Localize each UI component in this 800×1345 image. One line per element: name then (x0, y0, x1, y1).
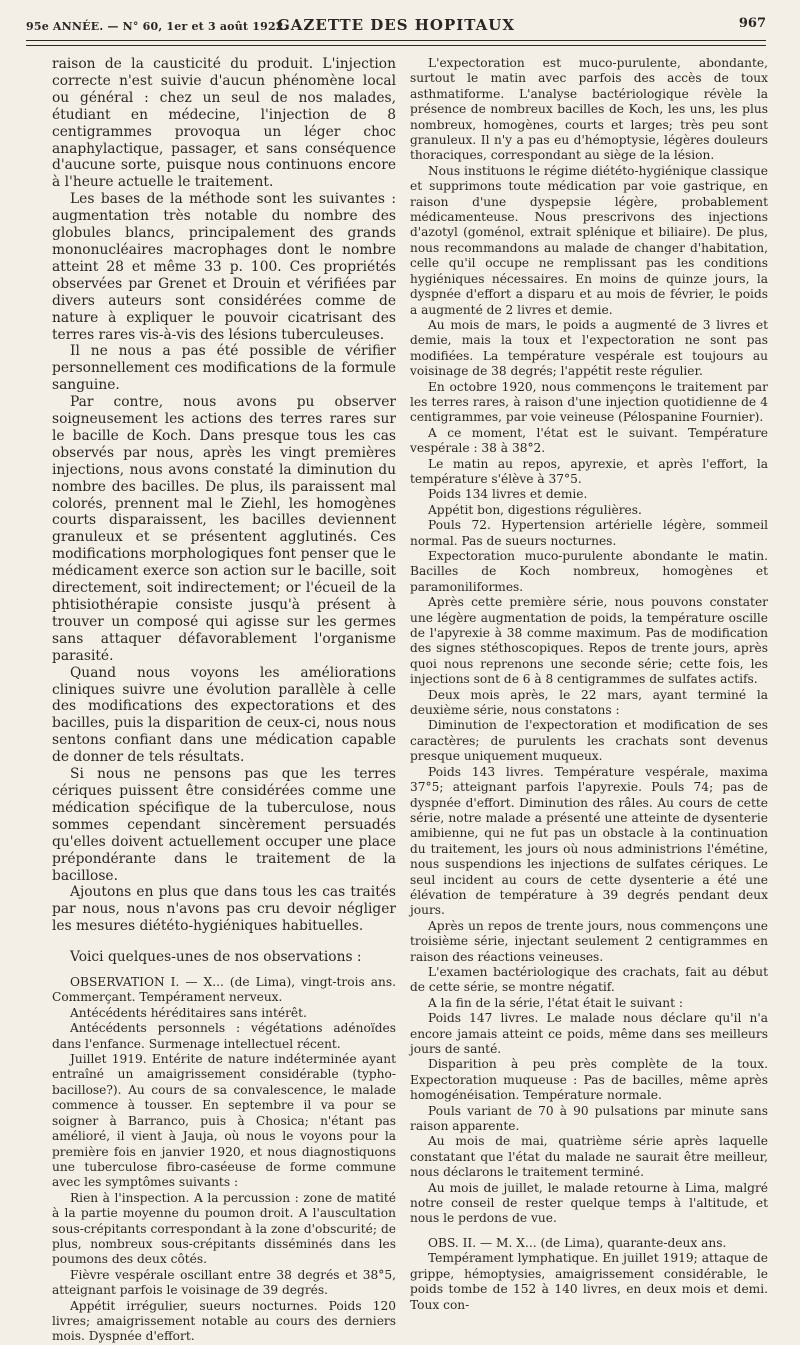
paragraph: Par contre, nous avons pu observer soigneusement les actions des terres rares sur le bacille de Koch. Dans presque tous les cas observés par nous, après les vingt premières injections, nous avons constaté la diminution du nombre des bacilles. De plus, ils paraissent mal colorés, prennent mal le Ziehl, les homogènes courts disparaissent, les bacilles deviennent granuleux et se présentent agglutinés. Ces modifications morphologiques font penser que le médicament exerce son action sur le bacille, soit directement, soit indirectement; or l'écueil de la phtisiothérapie consiste jusqu'à présent à trouver un composé qui agisse sur les germes sans attaquer défavorablement l'organisme parasité. (52, 394, 396, 664)
paragraph: En octobre 1920, nous commençons le traitement par les terres rares, à raison d'une injection quotidienne de 4 centigrammes, par voie veineuse (Pélospanine Fournier). (410, 379, 768, 425)
paragraph: Expectoration muco-purulente abondante le matin. Bacilles de Koch nombreux, homogènes et paramoniliformes. (410, 549, 768, 594)
paragraph: Quand nous voyons les améliorations cliniques suivre une évolution parallèle à celle des modifications des expectorations et des bacilles, puis la disparition de ceux-ci, nous nous sentons confiant dans une médication capable de donner de tels résultats. (52, 664, 396, 766)
paragraph: Diminution de l'expectoration et modification de ses caractères; de purulents les crachats sont devenus presque uniquement muqueux. (410, 718, 768, 764)
paragraph: Disparition à peu près complète de la toux. Expectoration muqueuse : Pas de bacilles, même après homogénéisation. Température normale. (410, 1057, 768, 1103)
paragraph: A la fin de la série, l'état était le suivant : (428, 995, 683, 1010)
paragraph: Antécédents héréditaires sans intérêt. (70, 1005, 307, 1020)
paragraph: Au mois de mai, quatrième série après laquelle constatant que l'état du malade ne saurait être meilleur, nous déclarons le traitement terminé. (410, 1134, 768, 1180)
header-rule (26, 40, 766, 46)
paragraph: Nous instituons le régime diététo-hygiénique classique et supprimons toute médication par voie gastrique, en raison d'une dyspepsie légère, probablement médicamenteuse. Nous prescrivons des injections d'azotyl (goménol, extrait splénique et biliaire). De plus, nous recommandons au malade de changer d'habitation, celle qu'il occupe ne remplissant pas les conditions hygiéniques nécessaires. En moins de quinze jours, la dyspnée d'effort a disparu et au mois de février, le poids a augmenté de 2 livres et demie. (410, 163, 768, 317)
paragraph: A ce moment, l'état est le suivant. Température vespérale : 38 à 38°2. (410, 425, 768, 456)
paragraph: Appétit bon, digestions régulières. (428, 502, 642, 517)
paragraph: Appétit irrégulier, sueurs nocturnes. Poids 120 livres; amaigrissement notable au cours des derniers mois. Dyspnée d'effort. (52, 1298, 396, 1344)
right-column (410, 56, 768, 1312)
journal-title: GAZETTE DES HOPITAUX (276, 16, 515, 34)
page-number: 967 (738, 16, 766, 31)
left-column (52, 56, 396, 1344)
paragraph: Poids 143 livres. Température vespérale, maxima 37°5; atteignant parfois l'apyrexie. Pouls 74; pas de dyspnée d'effort. Diminution des râles. Au cours de cette série, notre malade a présenté une atteinte de dysenterie amibienne, qui ne fut pas un obstacle à la continuation du traitement, les jours où nous administrions l'émétine, nous suspendions les injections de sulfates cériques. Le seul incident au cours de cette dysenterie a été une élévation de température à 39 degrés pendant deux jours. (410, 764, 768, 918)
paragraph: Pouls 72. Hypertension artérielle légère, sommeil normal. Pas de sueurs nocturnes. (410, 518, 768, 548)
paragraph: Tempérament lymphatique. En juillet 1919; attaque de grippe, hémoptysies, amaigrissement considérable, le poids tombe de 152 à 140 livres, en deux mois et demi. Toux con- (410, 1251, 768, 1312)
paragraph: Poids 147 livres. Le malade nous déclare qu'il n'a encore jamais atteint ce poids, même dans ses meilleurs jours de santé. (410, 1011, 768, 1056)
paragraph: Rien à l'inspection. A la percussion : zone de matité à la partie moyenne du poumon droit. A l'auscultation sous-crépitants correspondant à la zone d'obscurité; de plus, nombreux sous-crépitants disséminés dans les poumons des deux côtés. (52, 1190, 396, 1267)
section-intro: Voici quelques-unes de nos observations : (70, 949, 362, 966)
paragraph: Après un repos de trente jours, nous commençons une troisième série, injectant seulement 2 centigrammes en raison des réactions veineuses. (410, 918, 768, 964)
paragraph: Au mois de juillet, le malade retourne à Lima, malgré notre conseil de rester quelque temps à l'altitude, et nous le perdons de vue. (410, 1180, 768, 1226)
issue-info: 95e ANNÉE. — N° 60, 1er et 3 août 1922. (26, 20, 288, 33)
paragraph: Deux mois après, le 22 mars, ayant terminé la deuxième série, nous constatons : (410, 687, 768, 718)
observation-heading: OBS. II. — M. X... (de Lima), quarante-deux ans. (428, 1235, 727, 1250)
paragraph: Après cette première série, nous pouvons constater une légère augmentation de poids, la température oscille de l'apyrexie à 38 comme maximum. Pas de modification des signes stéthoscopiques. Repos de trente jours, après quoi nous reprenons une seconde série; cette fois, les injections sont de 6 à 8 centigrammes de sulfates actifs. (410, 595, 768, 687)
paragraph: Il ne nous a pas été possible de vérifier personnellement ces modifications de la formule sanguine. (52, 343, 396, 394)
paragraph: Ajoutons en plus que dans tous les cas traités par nous, nous n'avons pas cru devoir négliger les mesures diététo-hygiéniques habituelles. (52, 884, 396, 935)
paragraph: Au mois de mars, le poids a augmenté de 3 livres et demie, mais la toux et l'expectoration ne sont pas modifiées. La température vespérale est toujours au voisinage de 38 degrés; l'appétit reste régulier. (410, 317, 768, 379)
observation-heading: OBSERVATION I. — X... (de Lima), vingt-trois ans. Commerçant. Tempérament nerveux. (52, 975, 396, 1005)
paragraph: Antécédents personnels : végétations adénoïdes dans l'enfance. Surmenage intellectuel récent. (52, 1021, 396, 1051)
page-header (26, 14, 766, 40)
paragraph: raison de la causticité du produit. L'injection correcte n'est suivie d'aucun phénomène local ou général : chez un seul de nos malades, étudiant en médecine, l'injection de 8 centigrammes provoqua un léger choc anaphylactique, passager, et sans conséquence d'aucune sorte, puisque nous continuons encore à l'heure actuelle le traitement. (52, 56, 396, 191)
paragraph: Poids 134 livres et demie. (428, 487, 588, 502)
paragraph: L'examen bactériologique des crachats, fait au début de cette série, se montre négatif. (410, 964, 768, 995)
paragraph: L'expectoration est muco-purulente, abondante, surtout le matin avec parfois des accès de toux asthmatiforme. L'analyse bactériologique révèle la présence de nombreux bacilles de Koch, les uns, les plus nombreux, homogènes, courts et larges; très peu sont granuleux. Il n'y a pas eu d'hémoptysie, légères douleurs thoraciques, correspondant au siège de la lésion. (410, 56, 768, 163)
paragraph: Fièvre vespérale oscillant entre 38 degrés et 38°5, atteignant parfois le voisinage de 39 degrés. (52, 1267, 396, 1298)
paragraph: Si nous ne pensons pas que les terres cériques puissent être considérées comme une médication spécifique de la tuberculose, nous sommes cependant sincèrement persuadés qu'elles doivent actuellement occuper une place prépondérante dans le traitement de la bacillose. (52, 766, 396, 884)
paragraph: Les bases de la méthode sont les suivantes : augmentation très notable du nombre des globules blancs, principalement des grands mononucléaires macrophages dont le nombre atteint 28 et même 33 p. 100. Ces propriétés observées par Grenet et Drouin et vérifiées par divers auteurs sont considérées comme de nature à expliquer le pouvoir cicatrisant des terres rares vis-à-vis des lésions tuberculeuses. (52, 191, 396, 343)
paragraph: Juillet 1919. Entérite de nature indéterminée ayant entraîné un amaigrissement considérable (typho-bacillose?). Au cours de sa convalescence, le malade commence à tousser. En septembre il va pour se soigner à Barranco, puis à Chosica; n'étant pas amélioré, il vient à Jauja, où nous le voyons pour la première fois en janvier 1920, et nous diagnostiquons une tuberculose fibro-caséeuse de forme commune avec les symptômes suivants : (52, 1052, 396, 1190)
paragraph: Pouls variant de 70 à 90 pulsations par minute sans raison apparente. (410, 1103, 768, 1134)
paragraph: Le matin au repos, apyrexie, et après l'effort, la température s'élève à 37°5. (410, 456, 768, 486)
